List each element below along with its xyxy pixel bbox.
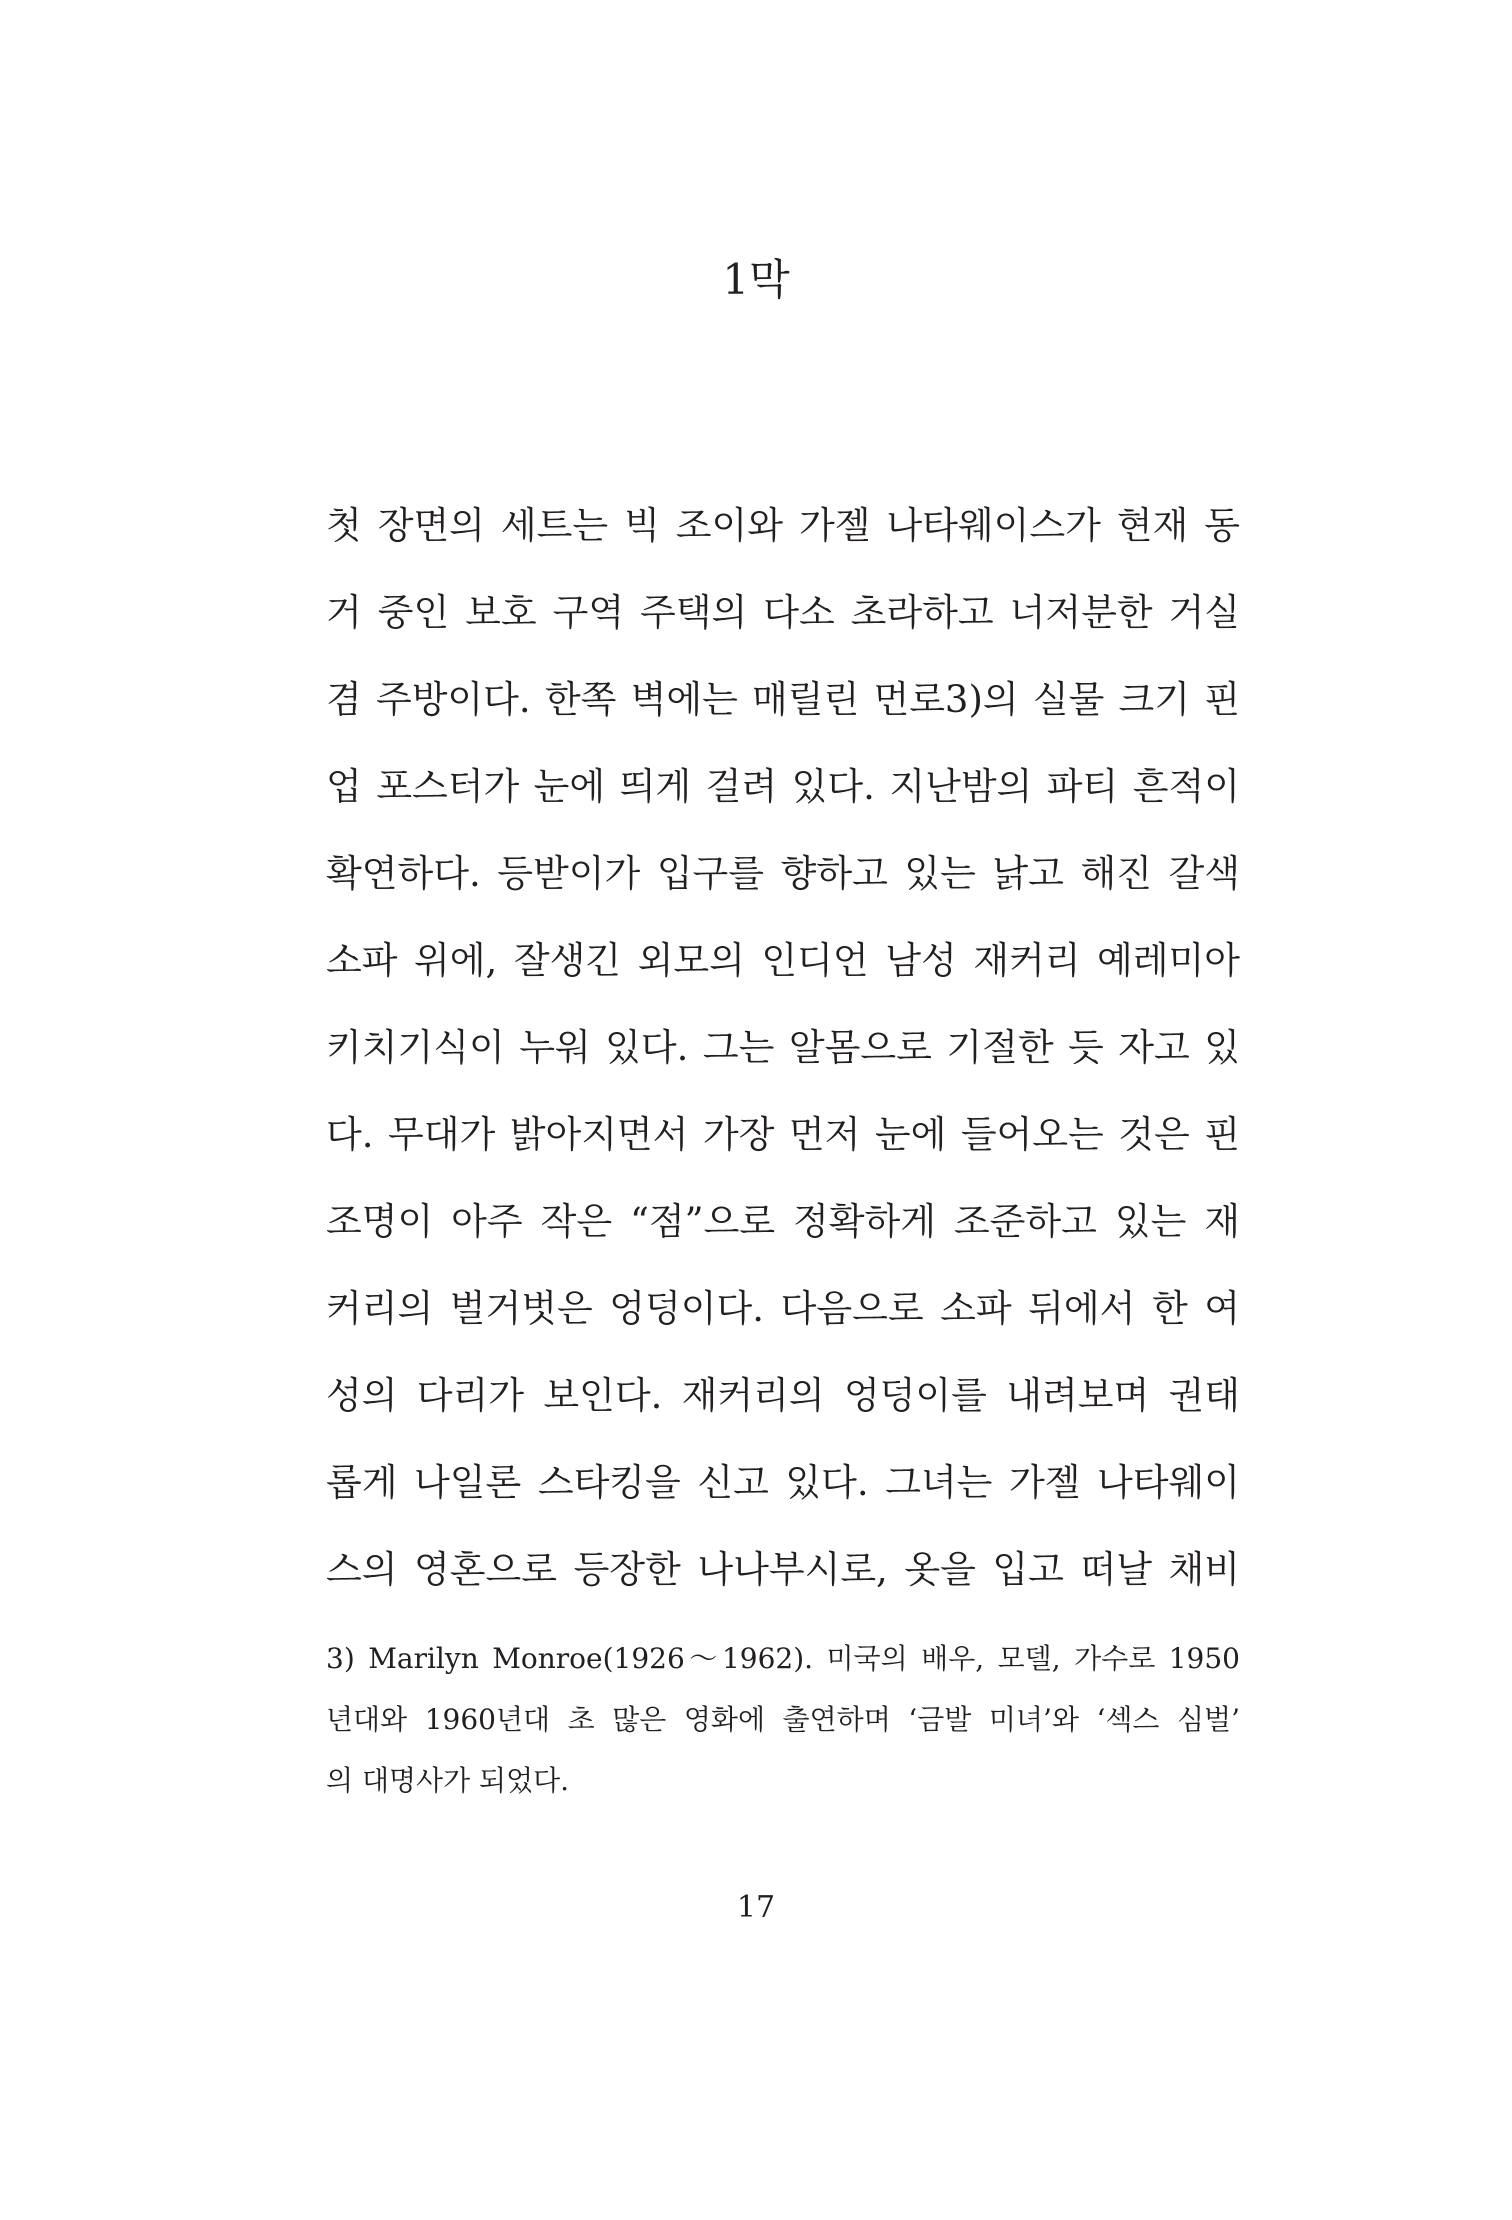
chapter-title: 1막 [722,255,790,304]
body-text [326,482,1240,1613]
page-number: 17 [736,1890,776,1925]
footnote-line: 년대와 1960년대 초 많은 영화에 출연하며 ‘금발 미녀’와 ‘섹스 심벌’ [326,1703,1240,1736]
body-line: 다. 무대가 밝아지면서 가장 먼저 눈에 들어오는 것은 핀 [326,1113,1240,1156]
body-line: 롭게 나일론 스타킹을 신고 있다. 그녀는 가젤 나타웨이 [326,1461,1240,1504]
body-line: 업 포스터가 눈에 띄게 걸려 있다. 지난밤의 파티 흔적이 [326,765,1240,808]
body-line: 스의 영혼으로 등장한 나나부시로, 옷을 입고 떠날 채비 [326,1548,1240,1591]
footnote-line: 의 대명사가 되었다. [326,1764,570,1797]
footnote [326,1628,1240,1811]
body-line: 겸 주방이다. 한쪽 벽에는 매릴린 먼로3)의 실물 크기 핀 [326,678,1240,721]
body-line: 첫 장면의 세트는 빅 조이와 가젤 나타웨이스가 현재 동 [326,504,1240,547]
body-line: 키치기식이 누워 있다. 그는 알몸으로 기절한 듯 자고 있 [326,1026,1240,1069]
body-line: 소파 위에, 잘생긴 외모의 인디언 남성 재커리 예레미아 [326,939,1240,982]
body-line: 성의 다리가 보인다. 재커리의 엉덩이를 내려보며 권태 [326,1374,1240,1417]
body-line: 커리의 벌거벗은 엉덩이다. 다음으로 소파 뒤에서 한 여 [326,1287,1240,1330]
footnote-line: 3) Marilyn Monroe(1926～1962). 미국의 배우, 모델, 가수로 1950 [326,1642,1240,1675]
body-line: 확연하다. 등받이가 입구를 향하고 있는 낡고 해진 갈색 [326,852,1240,895]
body-line: 거 중인 보호 구역 주택의 다소 초라하고 너저분한 거실 [326,591,1240,634]
body-line: 조명이 아주 작은 “점”으로 정확하게 조준하고 있는 재 [326,1200,1240,1243]
